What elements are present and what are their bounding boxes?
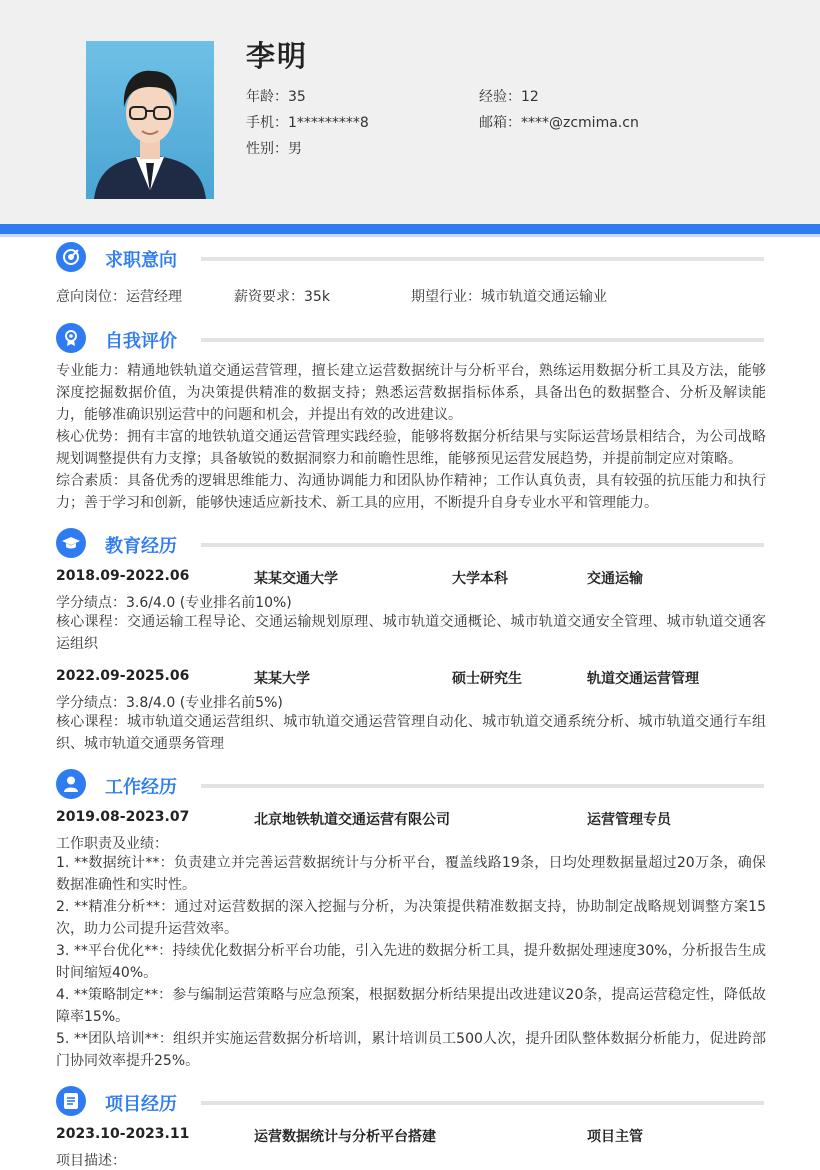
edu-courses: 核心课程：交通运输工程导论、交通运输规划原理、城市轨道交通概论、城市轨道交通安全管理、城市轨道交通客运组织 (56, 614, 766, 652)
gender-row (246, 138, 302, 158)
edu-courses: 核心课程：城市轨道交通运营组织、城市轨道交通运营管理自动化、城市轨道交通系统分析、城市轨道交通行车组织、城市轨道交通票务管理 (56, 714, 766, 752)
list-icon (56, 1086, 86, 1116)
badge-icon (56, 323, 86, 353)
intent-position: 意向岗位：运营经理 (56, 289, 182, 305)
phone-row (246, 112, 369, 132)
work-item: 1. **数据统计**：负责建立并完善运营数据统计与分析平台，覆盖线路19条，日均处理数据量超过20万条，确保数据准确性和实时性。 (56, 855, 766, 893)
gender-label: 性别： (246, 141, 288, 157)
project-desc-label: 项目描述： (56, 1153, 126, 1169)
self-eval-strengths: 核心优势：拥有丰富的地铁轨道交通运营管理实践经验，能够将数据分析结果与实际运营场景相结合，为公司战略规划调整提供有力支撑；具备敏锐的数据洞察力和前瞻性思维，能够预见运营发展趋势，并提前制定应对策略。 (56, 429, 766, 467)
age-row (246, 86, 306, 106)
header-accent-underline (0, 234, 820, 237)
section-divider (201, 257, 764, 261)
section-title-intent: 求职意向 (105, 250, 177, 271)
project-name: 运营数据统计与分析平台搭建 (254, 1129, 436, 1145)
email-row (479, 112, 639, 132)
experience-label: 经验： (479, 89, 521, 105)
edu-major: 轨道交通运营管理 (587, 671, 699, 687)
email-value: ****@zcmima.cn (521, 115, 639, 131)
section-title-work: 工作经历 (105, 777, 177, 798)
edu-period: 2022.09-2025.06 (56, 668, 190, 684)
work-item: 2. **精准分析**：通过对运营数据的深入挖掘与分析，为决策提供精准数据支持，协助制定战略规划调整方案15次，助力公司提升运营效率。 (56, 899, 766, 937)
edu-period: 2018.09-2022.06 (56, 568, 190, 584)
project-role: 项目主管 (587, 1129, 643, 1145)
candidate-name: 李明 (246, 39, 309, 73)
email-label: 邮箱： (479, 115, 521, 131)
section-title-education: 教育经历 (105, 536, 177, 557)
edu-degree: 硕士研究生 (452, 671, 522, 687)
project-period: 2023.10-2023.11 (56, 1126, 190, 1142)
intent-industry: 期望行业：城市轨道交通运输业 (411, 289, 607, 305)
work-role: 运营管理专员 (587, 812, 671, 828)
intent-salary: 薪资要求：35k (234, 289, 330, 305)
work-item: 3. **平台优化**：持续优化数据分析平台功能，引入先进的数据分析工具，提升数据处理速度30%，分析报告生成时间缩短40%。 (56, 943, 766, 981)
user-icon (56, 769, 86, 799)
graduation-cap-icon (56, 528, 86, 558)
age-value: 35 (288, 89, 306, 105)
section-title-project: 项目经历 (105, 1094, 177, 1115)
work-intro: 工作职责及业绩： (56, 836, 168, 852)
self-eval-qualities: 综合素质：具备优秀的逻辑思维能力、沟通协调能力和团队协作精神；工作认真负责，具有较强的抗压能力和执行力；善于学习和创新，能够快速适应新技术、新工具的应用，不断提升自身专业水平和管理能力。 (56, 473, 766, 511)
gender-value: 男 (288, 141, 302, 157)
work-company: 北京地铁轨道交通运营有限公司 (254, 812, 450, 828)
edu-degree: 大学本科 (452, 571, 508, 587)
phone-label: 手机： (246, 115, 288, 131)
experience-row (479, 86, 539, 106)
edu-school: 某某大学 (254, 671, 310, 687)
section-divider (201, 784, 764, 788)
age-label: 年龄： (246, 89, 288, 105)
edu-gpa: 学分绩点：3.6/4.0 (专业排名前10%) (56, 595, 292, 611)
self-eval-skills: 专业能力：精通地铁轨道交通运营管理，擅长建立运营数据统计与分析平台，熟练运用数据分析工具及方法，能够深度挖掘数据价值，为决策提供精准的数据支持；熟悉运营数据指标体系，具备出色的数据整合、分析及解读能力，能够准确识别运营中的问题和机会，并提出有效的改进建议。 (56, 363, 766, 423)
work-period: 2019.08-2023.07 (56, 809, 190, 825)
work-item: 4. **策略制定**：参与编制运营策略与应急预案，根据数据分析结果提出改进建议20条，提高运营稳定性，降低故障率15%。 (56, 987, 766, 1025)
experience-value: 12 (521, 89, 539, 105)
work-item: 5. **团队培训**：组织并实施运营数据分析培训，累计培训员工500人次，提升团队整体数据分析能力，促进跨部门协同效率提升25%。 (56, 1031, 766, 1069)
section-divider (201, 338, 764, 342)
header-accent-bar (0, 224, 820, 234)
section-divider (201, 543, 764, 547)
edu-major: 交通运输 (587, 571, 643, 587)
edu-gpa: 学分绩点：3.8/4.0 (专业排名前5%) (56, 695, 283, 711)
target-icon (56, 242, 86, 272)
resume-header (0, 0, 820, 224)
edu-school: 某某交通大学 (254, 571, 338, 587)
section-divider (201, 1101, 764, 1105)
profile-photo (86, 41, 214, 199)
phone-value: 1*********8 (288, 115, 369, 131)
section-title-self: 自我评价 (105, 331, 177, 352)
